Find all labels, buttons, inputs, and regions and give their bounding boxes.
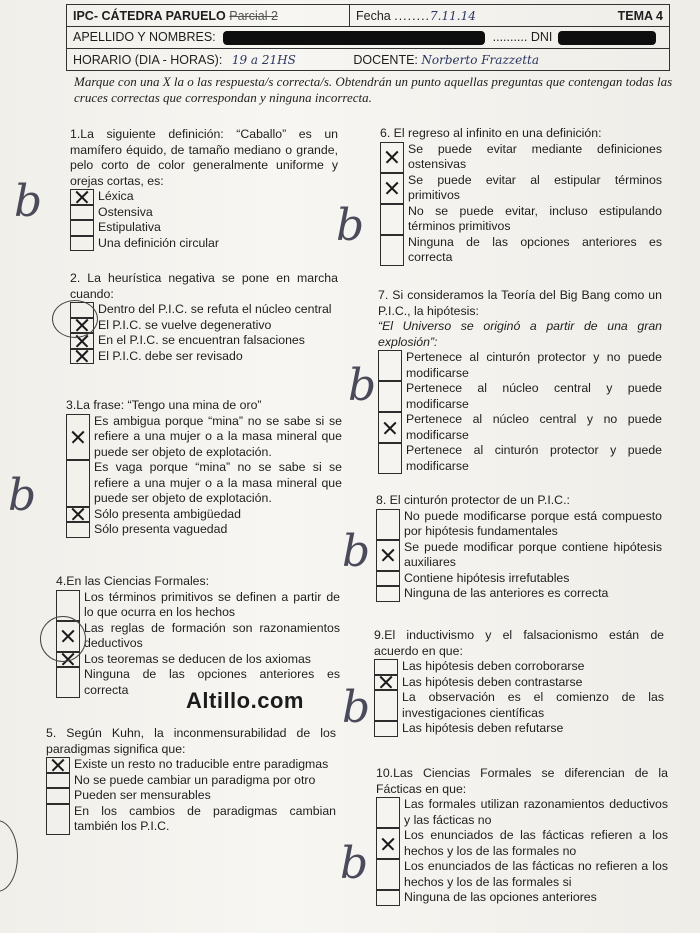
- option-text: Se puede modificar porque contiene hipótesis auxiliares: [404, 539, 662, 569]
- answer-checkbox[interactable]: [374, 690, 398, 721]
- option-row: [378, 350, 662, 381]
- answer-checkbox[interactable]: [376, 509, 400, 540]
- option-text: Las reglas de formación son razonamientos deductivos: [84, 620, 340, 650]
- fecha-value: 7.11.14: [430, 8, 476, 23]
- option-row: [378, 443, 662, 474]
- option-text: Ostensiva: [98, 204, 153, 219]
- answer-checkbox[interactable]: [380, 235, 404, 266]
- option-row: [66, 414, 342, 461]
- option-row: [70, 205, 338, 221]
- header-fecha-cell: Fecha ........7.11.14: [350, 5, 573, 27]
- grade-mark-icon: b: [342, 682, 371, 733]
- option-text: Pertenece al núcleo central y no puede modificarse: [406, 412, 662, 442]
- option-row: [66, 460, 342, 507]
- option-text: No se puede evitar, incluso estipulando términos primitivos: [408, 203, 662, 233]
- answer-checkbox[interactable]: [66, 460, 90, 507]
- option-row: [70, 236, 338, 252]
- question-stem: 5. Según Kuhn, la inconmensurabilidad de los paradigmas significa que:: [46, 726, 336, 756]
- answer-checkbox[interactable]: [380, 204, 404, 235]
- question-stem: 3.La frase: “Tengo una mina de oro”: [66, 398, 262, 412]
- watermark-logo: Altillo.com: [186, 688, 304, 713]
- answer-checkbox[interactable]: [46, 757, 70, 773]
- question-9: [374, 628, 664, 737]
- option-row: [376, 859, 668, 890]
- option-text: Ninguna de las opciones anteriores es correcta: [408, 234, 662, 264]
- option-row: [70, 220, 338, 236]
- question-stem: 10.Las Ciencias Formales se diferencian de la Fácticas en que:: [376, 766, 668, 796]
- option-row: [376, 890, 668, 906]
- answer-checkbox[interactable]: [376, 540, 400, 571]
- answer-checkbox[interactable]: [376, 586, 400, 602]
- option-row: [70, 349, 338, 365]
- answer-checkbox[interactable]: [66, 507, 90, 523]
- docente-value: Norberto Frazzetta: [421, 52, 539, 67]
- option-text: Las hipótesis deben corroborarse: [402, 659, 585, 673]
- option-row: [374, 659, 664, 675]
- question-quote: “El Universo se originó a partir de una gran explosión”:: [378, 319, 662, 349]
- option-text: Es ambigua porque “mina” no se sabe si se refiere a una mujer o a la masa mineral que puede ser objeto de explotación.: [94, 413, 342, 459]
- option-row: [380, 173, 662, 204]
- option-text: Ninguna de las opciones anteriores: [404, 890, 597, 904]
- options-list: [46, 757, 336, 835]
- option-row: [376, 586, 662, 602]
- grade-mark-icon: b: [348, 360, 377, 411]
- option-row: [374, 690, 664, 721]
- question-6: [380, 126, 662, 266]
- redacted-dni: [558, 31, 656, 45]
- option-text: Las hipótesis deben refutarse: [402, 721, 564, 735]
- header-horario-row: [67, 49, 670, 71]
- answer-checkbox[interactable]: [376, 797, 400, 828]
- option-text: Una definición circular: [98, 235, 219, 250]
- option-text: Pertenece al cinturón protector y no puede modificarse: [406, 350, 662, 380]
- option-text: Ninguna de las anteriores es correcta: [404, 586, 609, 600]
- header-ipc-cell: [67, 5, 350, 27]
- options-list: [56, 590, 340, 699]
- struck-text: Parcial 2: [229, 8, 278, 23]
- answer-checkbox[interactable]: [376, 828, 400, 859]
- horario-label: HORARIO (DIA - HORAS):: [73, 52, 223, 67]
- option-text: Pertenece al núcleo central y puede modificarse: [406, 381, 662, 411]
- options-list: [378, 350, 662, 474]
- option-row: [46, 804, 336, 835]
- question-stem: 9.El inductivismo y el falsacionismo están de acuerdo en que:: [374, 628, 664, 658]
- fecha-label: Fecha: [356, 8, 391, 23]
- answer-checkbox[interactable]: [56, 667, 80, 698]
- question-1: [70, 127, 338, 251]
- answer-checkbox[interactable]: [374, 675, 398, 691]
- answer-checkbox[interactable]: [70, 236, 94, 252]
- options-list: [70, 302, 338, 364]
- grade-mark-icon: b: [336, 200, 365, 251]
- option-row: [70, 333, 338, 349]
- option-row: [378, 381, 662, 412]
- instructions: Marque con una X la o las respuesta/s correcta/s. Obtendrán un punto aquellas preguntas que contengan todas las cruces correctas que correspondan y ninguna incorrecta.: [74, 74, 673, 105]
- option-row: [70, 302, 338, 318]
- option-row: [56, 590, 340, 621]
- option-text: Los términos primitivos se definen a partir de lo que ocurra en los hechos: [84, 589, 340, 619]
- answer-checkbox[interactable]: [70, 349, 94, 365]
- answer-checkbox[interactable]: [380, 173, 404, 204]
- option-text: Existe un resto no traducible entre paradigmas: [74, 757, 329, 771]
- option-text: Pertenece al cinturón protector y puede modificarse: [406, 443, 662, 473]
- option-row: [376, 797, 668, 828]
- answer-checkbox[interactable]: [378, 381, 402, 412]
- circle-mark-icon: [40, 616, 86, 662]
- option-text: Dentro del P.I.C. se refuta el núcleo central: [98, 302, 332, 316]
- header-apellido-row: APELLIDO Y NOMBRES: .......... DNI: [67, 27, 670, 49]
- answer-checkbox[interactable]: [378, 443, 402, 474]
- option-row: [378, 412, 662, 443]
- question-stem: 1.La siguiente definición: “Caballo” es un mamífero équido, de tamaño mediano o grande, pelo corto de color generalmente uniforme y orejas cortas, es:: [70, 127, 338, 188]
- option-text: En los cambios de paradigmas cambian también los P.I.C.: [74, 803, 336, 833]
- answer-checkbox[interactable]: [46, 773, 70, 789]
- option-text: Es vaga porque “mina” no se sabe si se refiere a una mujer o a la masa mineral que puede ser objeto de explotación.: [94, 460, 342, 505]
- option-text: Ninguna de las opciones anteriores es correcta: [84, 667, 340, 697]
- answer-checkbox[interactable]: [46, 804, 70, 835]
- answer-checkbox[interactable]: [46, 788, 70, 804]
- question-stem: 2. La heurística negativa se pone en marcha cuando:: [70, 271, 338, 301]
- circle-mark-icon: [0, 820, 18, 892]
- option-text: Sólo presenta ambigüedad: [94, 506, 241, 521]
- option-row: [376, 571, 662, 587]
- option-text: La observación es el comienzo de las investigaciones científicas: [402, 690, 664, 720]
- option-text: Los enunciados de las fácticas refieren a los hechos y los de las formales no: [404, 828, 668, 858]
- horario-value: 19 a 21HS: [231, 52, 296, 67]
- answer-checkbox[interactable]: [378, 412, 402, 443]
- question-5: [46, 726, 336, 835]
- option-text: En el P.I.C. se encuentran falsaciones: [98, 333, 305, 347]
- answer-checkbox[interactable]: [66, 522, 90, 538]
- header-tema-cell: [572, 5, 670, 27]
- grade-mark-icon: b: [8, 470, 37, 521]
- option-text: Contiene hipótesis irrefutables: [404, 570, 570, 585]
- option-text: Las hipótesis deben contrastarse: [402, 674, 583, 689]
- answer-checkbox[interactable]: [376, 859, 400, 890]
- option-text: El P.I.C. debe ser revisado: [98, 348, 243, 363]
- options-list: [376, 797, 668, 906]
- docente-label: DOCENTE:: [353, 52, 418, 67]
- question-3: [66, 398, 342, 538]
- answer-checkbox[interactable]: [66, 414, 90, 461]
- option-text: Los enunciados de las fácticas no refieren a los hechos y los de las formales si: [404, 859, 668, 889]
- option-text: Pueden ser mensurables: [74, 788, 211, 802]
- option-row: [66, 507, 342, 523]
- grade-mark-icon: b: [342, 526, 371, 577]
- option-row: [376, 828, 668, 859]
- option-row: [56, 621, 340, 652]
- option-row: [380, 204, 662, 235]
- question-7: [378, 288, 662, 474]
- answer-checkbox[interactable]: [70, 220, 94, 236]
- option-text: Estipulativa: [98, 220, 161, 234]
- option-row: [70, 189, 338, 205]
- option-row: [46, 788, 336, 804]
- answer-checkbox[interactable]: [70, 205, 94, 221]
- answer-checkbox[interactable]: [378, 350, 402, 381]
- option-text: Se puede evitar al estipular términos primitivos: [408, 172, 662, 202]
- option-text: El P.I.C. se vuelve degenerativo: [98, 317, 272, 332]
- option-row: [46, 757, 336, 773]
- question-stem: 8. El cinturón protector de un P.I.C.:: [376, 493, 570, 507]
- options-list: [374, 659, 664, 737]
- option-row: [380, 235, 662, 266]
- redacted-name: [223, 31, 485, 45]
- header-table: [66, 4, 670, 71]
- answer-checkbox[interactable]: [380, 142, 404, 173]
- option-text: Léxica: [98, 189, 134, 203]
- ipc-label: IPC- CÁTEDRA PARUELO: [73, 8, 226, 23]
- option-row: [374, 675, 664, 691]
- option-row: [376, 540, 662, 571]
- option-row: [70, 318, 338, 334]
- question-stem: 4.En las Ciencias Formales:: [56, 574, 210, 588]
- option-text: Los teoremas se deducen de los axiomas: [84, 651, 311, 666]
- grade-mark-icon: b: [14, 176, 43, 227]
- dni-label: DNI: [530, 30, 553, 45]
- option-text: Sólo presenta vaguedad: [94, 522, 228, 536]
- circle-mark-icon: [52, 300, 98, 338]
- option-text: Se puede evitar mediante definiciones ostensivas: [408, 141, 662, 171]
- answer-checkbox[interactable]: [70, 189, 94, 205]
- answer-checkbox[interactable]: [376, 890, 400, 906]
- option-row: [46, 773, 336, 789]
- option-text: No puede modificarse porque está compuesto por hipótesis fundamentales: [404, 508, 662, 538]
- option-row: [56, 652, 340, 668]
- tema-label: TEMA 4: [617, 8, 663, 23]
- options-list: [376, 509, 662, 602]
- grade-mark-icon: b: [340, 838, 369, 889]
- question-4: [56, 574, 340, 698]
- option-text: No se puede cambiar un paradigma por otro: [74, 772, 316, 787]
- answer-checkbox[interactable]: [376, 571, 400, 587]
- apellido-label: APELLIDO Y NOMBRES:: [73, 30, 216, 45]
- option-row: [66, 522, 342, 538]
- option-text: Las formales utilizan razonamientos deductivos y las fácticas no: [404, 797, 668, 827]
- question-stem: 6. El regreso al infinito en una definición:: [380, 126, 602, 140]
- option-row: [380, 142, 662, 173]
- question-8: [376, 493, 662, 602]
- option-row: [376, 509, 662, 540]
- question-stem: 7. Si consideramos la Teoría del Big Bang como un P.I.C., la hipótesis:: [378, 288, 662, 318]
- question-10: [376, 766, 668, 906]
- answer-checkbox[interactable]: [374, 659, 398, 675]
- answer-checkbox[interactable]: [374, 721, 398, 737]
- option-row: [374, 721, 664, 737]
- question-2: [70, 271, 338, 364]
- options-list: [380, 142, 662, 266]
- options-list: [70, 189, 338, 251]
- options-list: [66, 414, 342, 538]
